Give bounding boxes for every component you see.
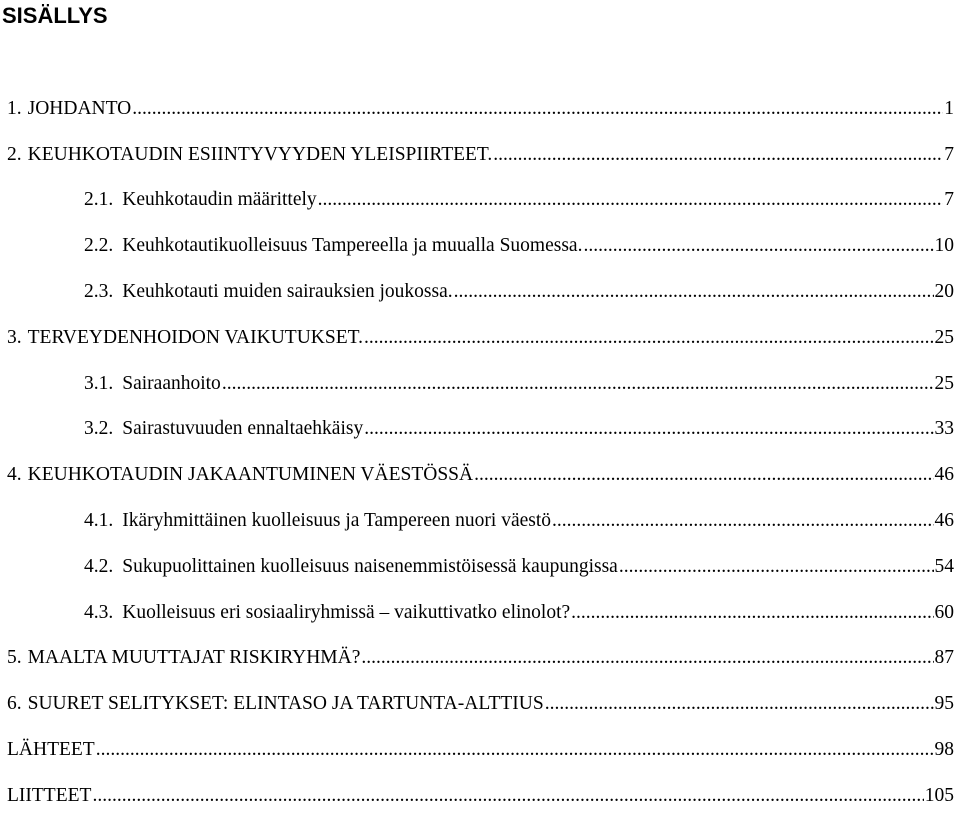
dot-leader — [318, 188, 944, 212]
toc-list — [0, 86, 960, 819]
toc-entry-title: Ikäryhmittäinen kuolleisuus ja Tampereen nuori väestö — [122, 510, 551, 532]
toc-entry-number: 4.1. — [84, 510, 113, 532]
dot-leader — [493, 143, 943, 167]
toc-entry-title: KEUHKOTAUDIN ESIINTYVYYDEN YLEISPIIRTEET. — [28, 144, 493, 166]
toc-entry-number: 6. — [7, 693, 22, 715]
toc-entry-3-1[interactable] — [0, 361, 960, 407]
dot-leader — [96, 738, 934, 762]
dot-leader — [132, 97, 943, 121]
toc-heading: SISÄLLYS — [2, 2, 108, 30]
toc-entry-2-3[interactable] — [0, 269, 960, 315]
toc-entry-title: Keuhkotauti muiden sairauksien joukossa. — [122, 281, 452, 303]
toc-entry-number: 2.2. — [84, 235, 113, 257]
toc-entry-liitteet[interactable] — [0, 773, 960, 819]
dot-leader — [619, 555, 934, 579]
dot-leader — [364, 417, 933, 441]
toc-entry-page: 60 — [935, 602, 960, 624]
toc-entry-page: 1 — [944, 98, 960, 120]
dot-leader — [361, 646, 933, 670]
toc-entry-number: 2.3. — [84, 281, 113, 303]
toc-entry-page: 95 — [935, 693, 960, 715]
dot-leader — [545, 692, 934, 716]
toc-entry-number: 4. — [7, 464, 22, 486]
toc-entry-number: 4.3. — [84, 602, 113, 624]
toc-entry-page: 7 — [944, 189, 960, 211]
toc-entry-2-2[interactable] — [0, 223, 960, 269]
dot-leader — [474, 463, 933, 487]
toc-entry-number: 3.1. — [84, 373, 113, 395]
toc-entry-page: 25 — [935, 327, 960, 349]
toc-entry-number: 3. — [7, 327, 22, 349]
toc-entry-3[interactable] — [0, 315, 960, 361]
toc-entry-title: SUURET SELITYKSET: ELINTASO JA TARTUNTA-ALTTIUS — [28, 693, 544, 715]
toc-entry-3-2[interactable] — [0, 407, 960, 453]
toc-entry-title: LIITTEET — [7, 785, 91, 807]
dot-leader — [364, 326, 934, 350]
toc-entry-number: 3.2. — [84, 418, 113, 440]
toc-entry-title: KEUHKOTAUDIN JAKAANTUMINEN VÄESTÖSSÄ — [28, 464, 473, 486]
toc-entry-1[interactable] — [0, 86, 960, 132]
toc-entry-number: 4.2. — [84, 556, 113, 578]
toc-entry-4-3[interactable] — [0, 590, 960, 636]
toc-entry-6[interactable] — [0, 681, 960, 727]
toc-entry-page: 98 — [935, 739, 960, 761]
toc-entry-page: 46 — [935, 464, 960, 486]
toc-entry-page: 33 — [935, 418, 960, 440]
toc-entry-5[interactable] — [0, 636, 960, 682]
dot-leader — [454, 280, 934, 304]
toc-entry-title: Keuhkotaudin määrittely — [122, 189, 316, 211]
toc-entry-2[interactable] — [0, 132, 960, 178]
toc-entry-number: 1. — [7, 98, 22, 120]
toc-entry-page: 7 — [944, 144, 960, 166]
toc-entry-number: 5. — [7, 647, 22, 669]
toc-entry-title: Sairaanhoito — [122, 373, 221, 395]
dot-leader — [583, 234, 933, 258]
toc-entry-title: TERVEYDENHOIDON VAIKUTUKSET. — [28, 327, 363, 349]
toc-entry-2-1[interactable] — [0, 178, 960, 224]
toc-entry-page: 10 — [935, 235, 960, 257]
dot-leader — [571, 601, 933, 625]
toc-entry-page: 20 — [935, 281, 960, 303]
toc-entry-title: Sukupuolittainen kuolleisuus naisenemmistöisessä kaupungissa — [122, 556, 618, 578]
toc-entry-title: Keuhkotautikuolleisuus Tampereella ja muualla Suomessa. — [122, 235, 582, 257]
toc-entry-page: 105 — [925, 785, 960, 807]
dot-leader — [92, 784, 923, 808]
dot-leader — [222, 372, 934, 396]
toc-entry-title: JOHDANTO — [28, 98, 132, 120]
toc-entry-page: 87 — [935, 647, 960, 669]
toc-entry-page: 46 — [935, 510, 960, 532]
toc-entry-title: Sairastuvuuden ennaltaehkäisy — [122, 418, 363, 440]
toc-entry-4[interactable] — [0, 452, 960, 498]
toc-entry-number: 2.1. — [84, 189, 113, 211]
dot-leader — [552, 509, 933, 533]
toc-entry-4-2[interactable] — [0, 544, 960, 590]
toc-entry-4-1[interactable] — [0, 498, 960, 544]
toc-entry-title: LÄHTEET — [7, 739, 95, 761]
toc-entry-title: MAALTA MUUTTAJAT RISKIRYHMÄ? — [28, 647, 361, 669]
toc-entry-title: Kuolleisuus eri sosiaaliryhmissä – vaikuttivatko elinolot? — [122, 602, 570, 624]
toc-entry-page: 25 — [935, 373, 960, 395]
toc-entry-number: 2. — [7, 144, 22, 166]
toc-entry-lahteet[interactable] — [0, 727, 960, 773]
toc-entry-page: 54 — [935, 556, 960, 578]
